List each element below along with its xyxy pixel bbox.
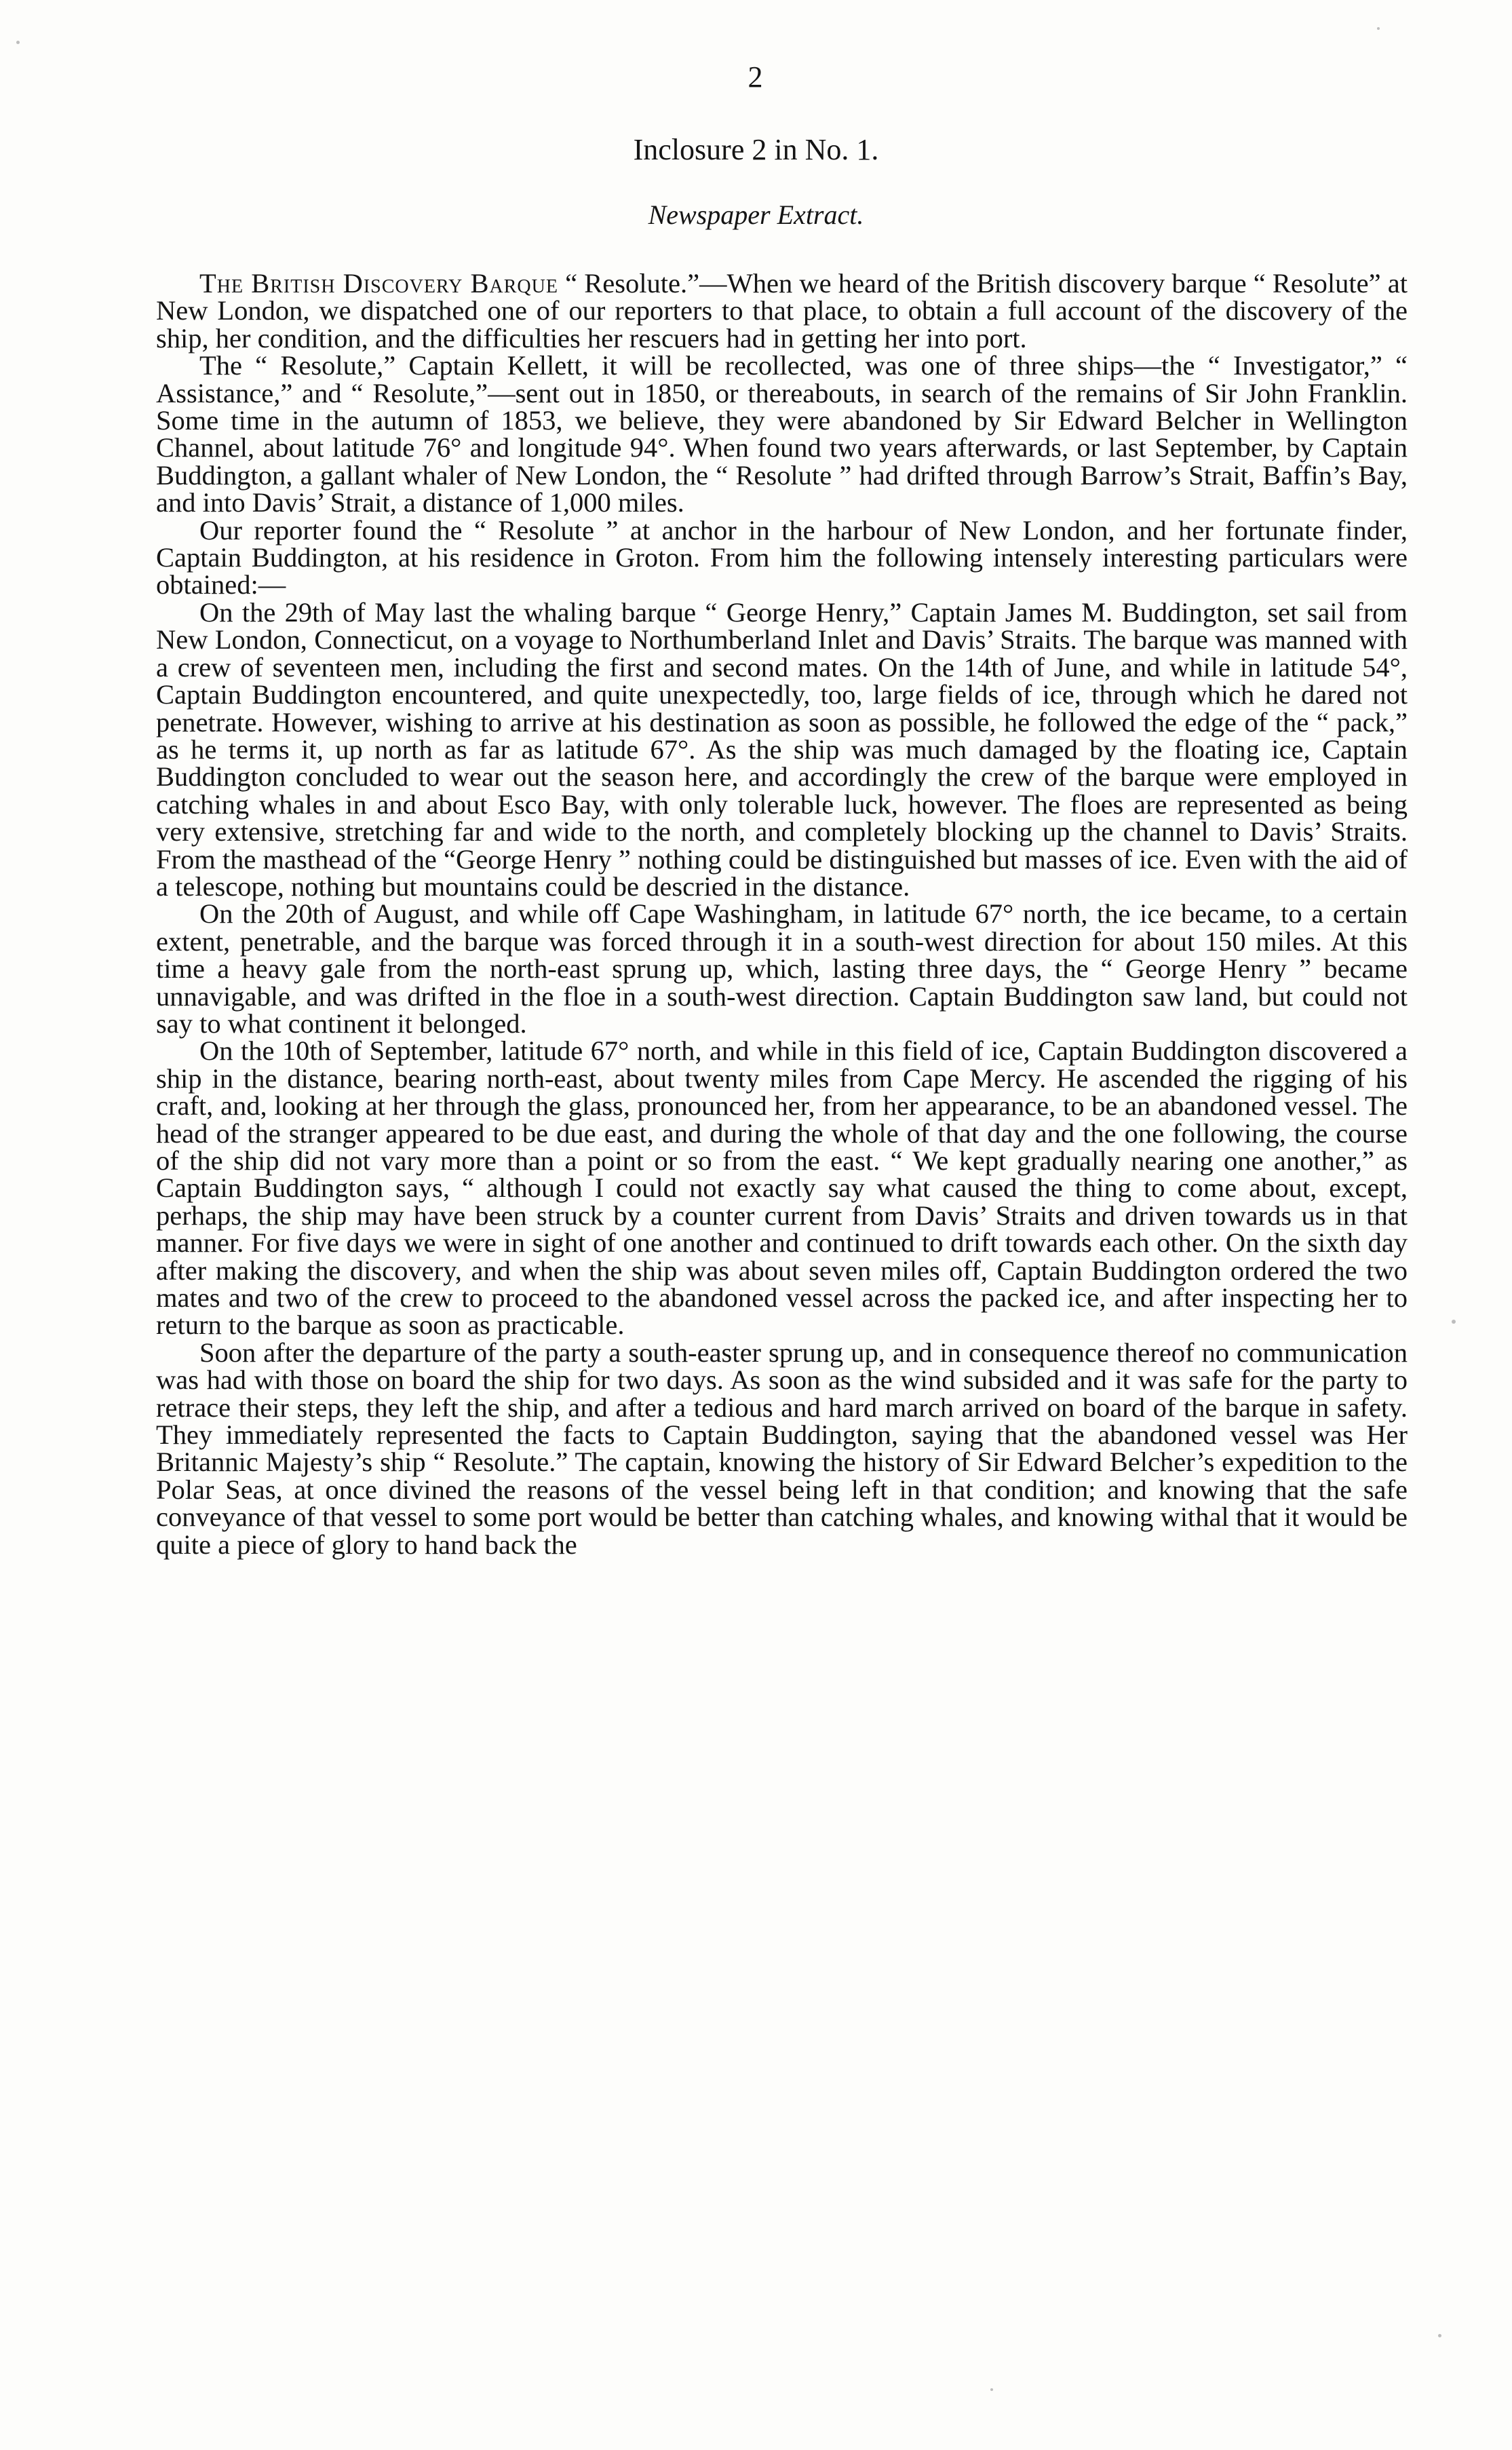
scan-speck: [990, 2388, 993, 2391]
paragraph-lead: The British Discovery Barque: [199, 268, 558, 299]
paragraph-2: The “ Resolute,” Captain Kellett, it will be recollected, was one of three ships—the “ Investigator,” “ Assistance,” and “ Resolute,”—sent out in 1850, or thereabouts, in search of the remains of Sir John Franklin. Some time in the autumn of 1853, we believe, they were abandoned by Sir Edward Belcher in Wellington Channel, about latitude 76° and longitude 94°. When found two years afterwards, or last September, by Captain Buddington, a gallant whaler of New London, the “ Resolute ” had drifted through Barrow’s Strait, Baffin’s Bay, and into Davis’ Strait, a distance of 1,000 miles.: [156, 350, 1408, 518]
paragraph-4: On the 29th of May last the whaling barque “ George Henry,” Captain James M. Buddington, set sail from New London, Connecticut, on a voyage to Northumberland Inlet and Davis’ Straits. The barque was manned with a crew of seventeen men, including the first and second mates. On the 14th of June, and while in latitude 54°, Captain Buddington encountered, and quite unexpectedly, too, large fields of ice, through which he dared not penetrate. However, wishing to arrive at his destination as soon as possible, he followed the edge of the “ pack,” as he terms it, up north as far as latitude 67°. As the ship was much damaged by the floating ice, Captain Buddington concluded to wear out the season here, and accordingly the crew of the barque were employed in catching whales in and about Esco Bay, with only tolerable luck, however. The floes are represented as being very extensive, stretching far and wide to the north, and completely blocking up the channel to Davis’ Straits. From the masthead of the “George Henry ” nothing could be distinguished but masses of ice. Even with the aid of a telescope, nothing but mountains could be descried in the distance.: [156, 596, 1408, 902]
scan-speck: [1452, 1320, 1456, 1324]
paragraph-7: Soon after the departure of the party a south-easter sprung up, and in consequence thereof no communication was had with those on board the ship for two days. As soon as the wind subsided and it was safe for the party to retrace their steps, they left the ship, and after a tedious and hard march arrived on board of the barque in safety. They immediately represented the facts to Captain Buddington, saying that the abandoned vessel was Her Britannic Majesty’s ship “ Resolute.” The captain, knowing the history of Sir Edward Belcher’s expedition to the Polar Seas, at once divined the reasons of the vessel being left in that condition; and knowing that the safe conveyance of that vessel to some port would be better than catching whales, and knowing withal that it would be quite a piece of glory to hand back the: [156, 1337, 1408, 1560]
article-body: [156, 270, 1408, 1558]
paragraph-5: On the 20th of August, and while off Cape Washingham, in latitude 67° north, the ice became, to a certain extent, penetrable, and the barque was forced through it in a south-west direction for about 150 miles. At this time a heavy gale from the north-east sprung up, which, lasting three days, the “ George Henry ” became unnavigable, and was drifted in the floe in a south-west direction. Captain Buddington saw land, but could not say to what continent it belonged.: [156, 898, 1408, 1039]
scan-speck: [16, 41, 20, 44]
paragraph-6: On the 10th of September, latitude 67° north, and while in this field of ice, Captain Buddington discovered a ship in the distance, bearing north-east, about twenty miles from Cape Mercy. He ascended the rigging of his craft, and, looking at her through the glass, pronounced her, from her appearance, to be an abandoned vessel. The head of the stranger appeared to be due east, and during the whole of that day and the one following, the course of the ship did not vary more than a point or so from the east. “ We kept gradually nearing one another,” as Captain Buddington says, “ although I could not exactly say what caused the thing to come about, except, perhaps, the ship may have been struck by a counter current from Davis’ Straits and driven towards us in that manner. For five days we were in sight of one another and continued to drift towards each other. On the sixth day after making the discovery, and when the ship was about seven miles off, Captain Buddington ordered the two mates and two of the crew to proceed to the abandoned vessel across the packed ice, and after inspecting her to return to the barque as soon as practicable.: [156, 1035, 1408, 1341]
paragraph-1: [156, 270, 1408, 352]
newspaper-extract-subheading: Newspaper Extract.: [648, 199, 864, 230]
scan-speck: [1377, 27, 1380, 30]
paragraph-text: “ Resolute.”—When we heard of the British discovery barque “ Resolute” at New London, we dispatched one of our reporters to that place, to obtain a full account of the discovery of the ship, her condition, and the difficulties her rescuers had in getting her into port.: [156, 268, 1408, 353]
inclosure-heading: Inclosure 2 in No. 1.: [633, 133, 879, 166]
scan-speck: [1438, 2334, 1441, 2337]
page-number: 2: [748, 60, 764, 94]
paragraph-3: Our reporter found the “ Resolute ” at anchor in the harbour of New London, and her fortunate finder, Captain Buddington, at his residence in Groton. From him the following intensely interesting particulars were obtained:—: [156, 514, 1408, 600]
